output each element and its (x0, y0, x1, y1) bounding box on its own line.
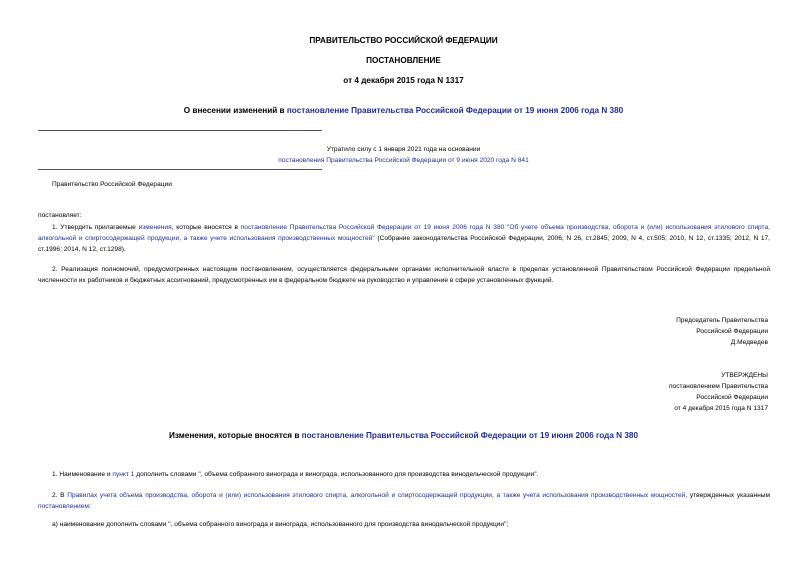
government-label: Правительство Российской Федерации (52, 181, 172, 188)
rules-link[interactable]: Правилах учета объема производства, оборота и (или) использования этилового спирта, алкогольной и спиртосодержащей продукции, а также учета использования производственных мощностей (67, 492, 686, 499)
resolves-label: постановляет: (38, 212, 82, 219)
c2-text-c: : (88, 503, 91, 510)
document-type-heading: ПОСТАНОВЛЕНИЕ (366, 56, 441, 65)
changes-link[interactable]: изменения (138, 224, 172, 231)
c1-text-b: дополнить словами ", объема собранного винограда и винограда, использованного для производства винодельческой продукции". (134, 471, 539, 478)
approval-block (669, 370, 768, 414)
changes-title-resolution-link[interactable]: постановление Правительства Российской Федерации от 19 июня 2006 года N 380 (301, 431, 639, 440)
status-note (0, 144, 807, 166)
change-item-2a: а) наименование дополнить словами ", объема собранного винограда и винограда, использованного для производства винодельческой продукции"; (52, 521, 509, 528)
c1-text-a: 1. Наименование и (52, 471, 113, 478)
changes-title (0, 431, 807, 440)
c2-text-b: , утвержденных указанным (685, 492, 770, 499)
divider-top (38, 130, 322, 131)
resolution-380-link[interactable]: постановление Правительства Российской Федерации от 19 июня 2006 года N 380 "Об учете объема производства, оборота и (или) использования этилового спирта, алкогольной и спиртосодержащей продукции, а также учете использования производственных мощностей" (38, 224, 770, 242)
signature-position: Председатель Правительства (676, 317, 768, 324)
signature-name: Д.Медведев (730, 339, 768, 346)
paragraph-2: 2. Реализация полномочий, предусмотренных настоящим постановлением, осуществляется федеральными органами исполнительной власти в пределах установленной Правительством Российской Федерации предельной численности их работников и бюджетных ассигнований, предусмотренных им в федеральном бюджете на руководство и управление в сфере установленных функций. (38, 266, 770, 284)
title-resolution-link[interactable]: постановление Правительства Российской Федерации от 19 июня 2006 года N 380 (286, 106, 624, 115)
document-date-number: от 4 декабря 2015 года N 1317 (343, 76, 464, 85)
change-item-2 (38, 490, 770, 512)
c2-text-a: 2. В (52, 492, 68, 499)
p1-text-b: , которые вносятся в (171, 224, 241, 231)
repeal-resolution-link[interactable]: постановления Правительства Российской Федерации от 9 июня 2020 года N 841 (278, 157, 529, 164)
p1-text-c: (Собрание законодательства Российской Федерации, 2006, N 26, ст.2845; 2009, N 4, ст.505; 2010, N 12, ст.1335; 2012, N 17, ст.1996; 2014, N 12, ст.1298). (38, 235, 771, 253)
divider-bottom (38, 169, 322, 170)
paragraph-1 (38, 222, 770, 255)
approval-line-3: Российской Федерации (696, 394, 768, 401)
document-title (0, 106, 807, 115)
changes-title-prefix: Изменения, которые вносятся в (168, 431, 302, 440)
signature-country: Российской Федерации (696, 328, 768, 335)
p1-text-a: 1. Утвердить прилагаемые (52, 224, 139, 231)
approval-line-4: от 4 декабря 2015 года N 1317 (674, 405, 768, 412)
organization-heading: ПРАВИТЕЛЬСТВО РОССИЙСКОЙ ФЕДЕРАЦИИ (309, 36, 498, 45)
status-line-1: Утратило силу с 1 января 2021 года на основании (326, 146, 481, 153)
approval-heading: УТВЕРЖДЕНЫ (721, 372, 768, 379)
signature-block (676, 315, 768, 348)
change-item-1 (38, 469, 770, 480)
document-title-prefix: О внесении изменений в (183, 106, 287, 115)
point-1-link[interactable]: пункт 1 (112, 471, 135, 478)
approval-line-2: постановлением Правительства (668, 383, 768, 390)
resolution-link[interactable]: постановлением (38, 503, 89, 510)
